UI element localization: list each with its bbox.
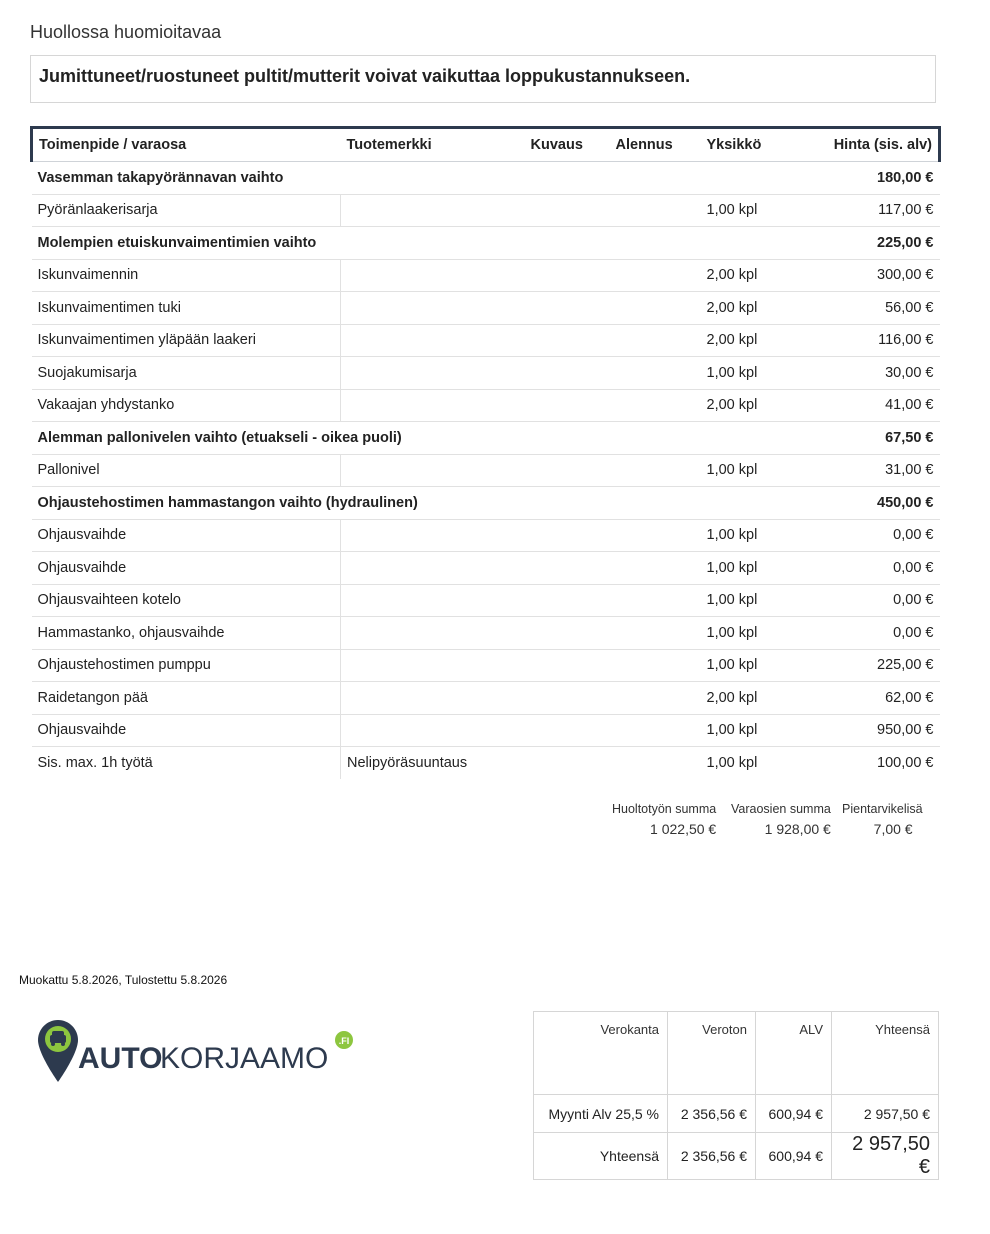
supplies-total [842, 802, 923, 837]
part-price: 225,00 € [801, 649, 940, 682]
logo-text-bold: AUTO [78, 1042, 163, 1075]
part-row [32, 454, 940, 487]
part-description [525, 747, 610, 779]
vat-cell: 2 356,56 € [668, 1133, 756, 1180]
part-description [525, 519, 610, 552]
vat-header-total: Yhteensä [832, 1012, 939, 1095]
part-unit: 1,00 kpl [706, 754, 758, 771]
operation-price: 450,00 € [801, 487, 940, 520]
part-brand: Nelipyöräsuuntaus [347, 754, 468, 771]
vat-cell: 600,94 € [756, 1095, 832, 1133]
vat-header-row [534, 1012, 939, 1095]
part-price: 41,00 € [801, 389, 940, 422]
part-name: Sis. max. 1h työtä [32, 747, 341, 779]
operation-row [32, 487, 940, 520]
part-description [525, 649, 610, 682]
part-description [525, 389, 610, 422]
part-brand [341, 454, 525, 487]
part-row [32, 714, 940, 747]
part-price: 30,00 € [801, 357, 940, 390]
part-discount [610, 519, 701, 552]
operation-price: 225,00 € [801, 227, 940, 260]
part-row [32, 617, 940, 650]
part-description [525, 259, 610, 292]
part-unit: 2,00 kpl [701, 292, 801, 325]
part-row [32, 194, 940, 227]
part-description [525, 552, 610, 585]
part-price: 62,00 € [801, 682, 940, 715]
part-discount [610, 389, 701, 422]
operation-name: Ohjaustehostimen hammastangon vaihto (hydraulinen) [32, 487, 801, 520]
part-brand [341, 292, 525, 325]
part-price: 116,00 € [801, 324, 940, 357]
part-brand [341, 552, 525, 585]
col-header-price: Hinta (sis. alv) [801, 128, 940, 162]
part-brand [341, 194, 525, 227]
part-discount [610, 649, 701, 682]
part-row [32, 292, 940, 325]
part-unit: 1,00 kpl [701, 454, 801, 487]
part-name: Iskunvaimennin [32, 259, 341, 292]
part-price: 300,00 € [801, 259, 940, 292]
part-unit: 2,00 kpl [701, 259, 801, 292]
vat-table [533, 1011, 939, 1180]
part-row [32, 747, 940, 779]
vat-cell: Myynti Alv 25,5 % [534, 1095, 668, 1133]
part-name: Ohjausvaihde [32, 552, 341, 585]
vat-cell: 2 957,50 € [832, 1095, 939, 1133]
part-row [32, 357, 940, 390]
part-name: Vakaajan yhdystanko [32, 389, 341, 422]
part-description [525, 682, 610, 715]
service-total-label: Huoltotyön summa [612, 802, 717, 816]
part-row [32, 324, 940, 357]
items-body [32, 162, 940, 779]
part-description [525, 454, 610, 487]
part-name: Suojakumisarja [32, 357, 341, 390]
part-discount [610, 552, 701, 585]
vat-cell: 2 356,56 € [668, 1095, 756, 1133]
part-brand [341, 649, 525, 682]
part-price: 950,00 € [801, 714, 940, 747]
col-header-description: Kuvaus [525, 128, 610, 162]
autokorjaamo-logo [38, 1020, 358, 1086]
part-row [32, 584, 940, 617]
part-description [525, 324, 610, 357]
part-price: 0,00 € [801, 584, 940, 617]
part-price: 0,00 € [801, 519, 940, 552]
part-discount [610, 682, 701, 715]
part-unit: 1,00 kpl [701, 519, 801, 552]
part-discount [610, 357, 701, 390]
part-unit: 1,00 kpl [701, 552, 801, 585]
fi-badge-text: .FI [338, 1036, 350, 1046]
parts-total [731, 802, 831, 837]
service-total [612, 802, 716, 837]
part-discount [610, 584, 701, 617]
col-header-unit: Yksikkö [701, 128, 801, 162]
part-name: Hammastanko, ohjausvaihde [32, 617, 341, 650]
parts-total-label: Varaosien summa [731, 802, 831, 816]
part-price: 100,00 € [877, 754, 934, 771]
part-unit: 1,00 kpl [701, 649, 801, 682]
part-discount [610, 747, 701, 779]
col-header-operation: Toimenpide / varaosa [32, 128, 341, 162]
part-brand [341, 584, 525, 617]
part-name: Raidetangon pää [32, 682, 341, 715]
operation-price: 180,00 € [801, 162, 940, 195]
col-header-discount: Alennus [610, 128, 701, 162]
operation-price: 67,50 € [801, 422, 940, 455]
part-discount [610, 617, 701, 650]
part-brand [341, 617, 525, 650]
part-row [32, 259, 940, 292]
part-name: Pyöränlaakerisarja [32, 194, 341, 227]
vat-cell: Yhteensä [534, 1133, 668, 1180]
part-brand [341, 714, 525, 747]
parts-total-value: 1 928,00 € [764, 821, 831, 837]
vat-header-net: Veroton [668, 1012, 756, 1095]
map-pin-icon [38, 1020, 78, 1082]
part-discount [610, 259, 701, 292]
part-description [525, 584, 610, 617]
part-name: Iskunvaimentimen tuki [32, 292, 341, 325]
part-brand [341, 519, 525, 552]
part-discount [610, 292, 701, 325]
part-brand [341, 357, 525, 390]
logo-text-light: KORJAAMO [160, 1042, 329, 1075]
part-name: Ohjausvaihde [32, 519, 341, 552]
part-row [32, 519, 940, 552]
part-name: Ohjausvaihde [32, 714, 341, 747]
part-brand [341, 324, 525, 357]
part-price: 0,00 € [801, 552, 940, 585]
grand-total: 2 957,50 € [832, 1133, 939, 1180]
notice-box [30, 55, 936, 103]
part-discount [610, 714, 701, 747]
operation-row [32, 162, 940, 195]
part-unit: 1,00 kpl [701, 194, 801, 227]
vat-cell: 600,94 € [756, 1133, 832, 1180]
supplies-total-value: 7,00 € [873, 821, 913, 837]
service-total-value: 1 022,50 € [650, 821, 717, 837]
part-row [32, 649, 940, 682]
items-table [30, 126, 941, 779]
operation-name: Alemman pallonivelen vaihto (etuakseli - oikea puoli) [32, 422, 801, 455]
part-unit: 1,00 kpl [701, 714, 801, 747]
part-description [525, 292, 610, 325]
part-description [525, 714, 610, 747]
part-name: Ohjaustehostimen pumppu [32, 649, 341, 682]
part-unit: 2,00 kpl [701, 682, 801, 715]
part-brand [341, 389, 525, 422]
part-row [32, 389, 940, 422]
operation-row [32, 227, 940, 260]
operation-name: Vasemman takapyörännavan vaihto [32, 162, 801, 195]
part-unit: 1,00 kpl [701, 584, 801, 617]
print-info: Muokattu 5.8.2026, Tulostettu 5.8.2026 [19, 973, 228, 987]
operation-row [32, 422, 940, 455]
part-name: Iskunvaimentimen yläpään laakeri [32, 324, 341, 357]
part-price: 0,00 € [801, 617, 940, 650]
part-unit: 2,00 kpl [701, 324, 801, 357]
part-name: Ohjausvaihteen kotelo [32, 584, 341, 617]
part-price: 56,00 € [801, 292, 940, 325]
part-name: Pallonivel [32, 454, 341, 487]
part-unit: 2,00 kpl [701, 389, 801, 422]
vat-row [534, 1095, 939, 1133]
part-row [32, 682, 940, 715]
part-unit: 1,00 kpl [701, 357, 801, 390]
part-discount [610, 324, 701, 357]
part-discount [610, 194, 701, 227]
part-price: 117,00 € [801, 194, 940, 227]
part-brand [341, 682, 525, 715]
part-description [525, 357, 610, 390]
table-header-row [32, 128, 940, 162]
vat-header-rate: Verokanta [534, 1012, 668, 1095]
part-price: 31,00 € [801, 454, 940, 487]
section-title: Huollossa huomioitavaa [30, 22, 222, 42]
part-unit: 1,00 kpl [701, 617, 801, 650]
vat-total-row [534, 1133, 939, 1180]
part-row [32, 552, 940, 585]
col-header-brand: Tuotemerkki [341, 128, 525, 162]
notice-text: Jumittuneet/ruostuneet pultit/mutterit voivat vaikuttaa loppukustannukseen. [39, 66, 691, 86]
part-description [525, 617, 610, 650]
vat-header-vat: ALV [756, 1012, 832, 1095]
part-discount [610, 454, 701, 487]
part-brand [341, 259, 525, 292]
part-description [525, 194, 610, 227]
supplies-total-label: Pientarvikelisä [842, 802, 923, 816]
operation-name: Molempien etuiskunvaimentimien vaihto [32, 227, 801, 260]
